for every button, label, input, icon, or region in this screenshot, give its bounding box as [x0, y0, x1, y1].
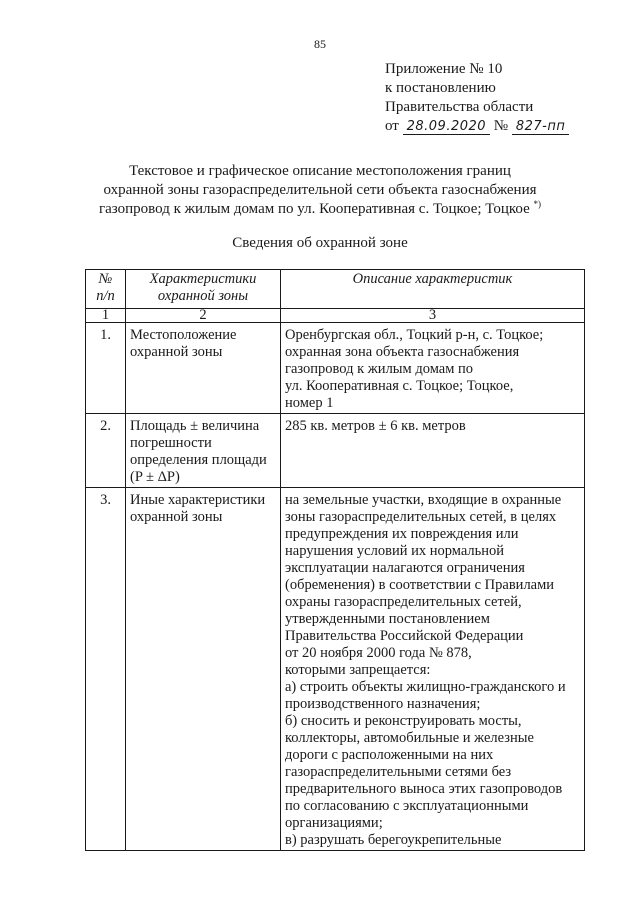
header-description: Описание характеристик	[281, 270, 585, 309]
row-description: Оренбургская обл., Тоцкий р-н, с. Тоцкое; охранная зона объекта газоснабжения газопровод к жилым домам по ул. Кооперативная с. Тоцкое; Тоцкое, номер 1	[281, 323, 585, 414]
column-index: 3	[281, 309, 585, 323]
table-row	[86, 414, 585, 488]
header-characteristics	[126, 270, 281, 309]
appendix-line-3: Правительства области	[385, 99, 534, 115]
appendix-line-4	[385, 117, 569, 136]
column-index-row	[86, 309, 585, 323]
title-line-3-text: газопровод к жилым домам по ул. Кооперативная с. Тоцкое; Тоцкое	[99, 201, 530, 217]
appendix-block	[385, 60, 569, 136]
appendix-from-label: от	[385, 118, 399, 134]
header-num-line: №	[98, 271, 113, 287]
row-number: 1.	[86, 323, 126, 414]
handwritten-date: 28.09.2020	[403, 119, 490, 135]
section-subtitle: Сведения об охранной зоне	[232, 235, 408, 251]
header-num	[86, 270, 126, 309]
appendix-line-1: Приложение № 10	[385, 61, 503, 77]
row-characteristic: Местоположение охранной зоны	[126, 323, 281, 414]
table-row	[86, 323, 585, 414]
header-char-line: Характеристики	[149, 271, 257, 287]
header-num-line: п/п	[96, 288, 115, 304]
header-char-line: охранной зоны	[157, 288, 249, 304]
row-description: 285 кв. метров ± 6 кв. метров	[281, 414, 585, 488]
title-line-3	[90, 200, 550, 219]
table-row	[86, 488, 585, 851]
footnote-mark: *)	[533, 199, 541, 209]
row-characteristic: Площадь ± величина погрешности определения площади (P ± ΔP)	[126, 414, 281, 488]
row-characteristic: Иные характеристики охранной зоны	[126, 488, 281, 851]
column-index: 1	[86, 309, 126, 323]
row-number: 3.	[86, 488, 126, 851]
row-number: 2.	[86, 414, 126, 488]
title-line-1: Текстовое и графическое описание местоположения границ	[129, 163, 511, 179]
page-number: 85	[314, 37, 326, 51]
appendix-line-2: к постановлению	[385, 80, 496, 96]
appendix-number-sign: №	[493, 118, 509, 134]
title-line-2: охранной зоны газораспределительной сети объекта газоснабжения	[103, 182, 537, 198]
table-header-row	[86, 270, 585, 309]
row-description: на земельные участки, входящие в охранные зоны газораспределительных сетей, в целях предупреждения их повреждения или нарушения условий их нормальной эксплуатации налагаются ограничения (обременения) в соответствии с Правилами охраны газораспределительных сетей, утвержденными постановлением Правительства Российской Федерации от 20 ноября 2000 года № 878, которыми запрещается: а) строить объекты жилищно-гражданского и производственного назначения; б) сносить и реконструировать мосты, коллекторы, автомобильные и железные дороги с расположенными на них газораспределительными сетями без предварительного выноса этих газопроводов по согласованию с эксплуатационными организациями; в) разрушать берегоукрепительные	[281, 488, 585, 851]
document-title	[90, 162, 550, 219]
zone-info-table	[85, 269, 585, 851]
column-index: 2	[126, 309, 281, 323]
handwritten-number: 827-пп	[512, 119, 570, 135]
